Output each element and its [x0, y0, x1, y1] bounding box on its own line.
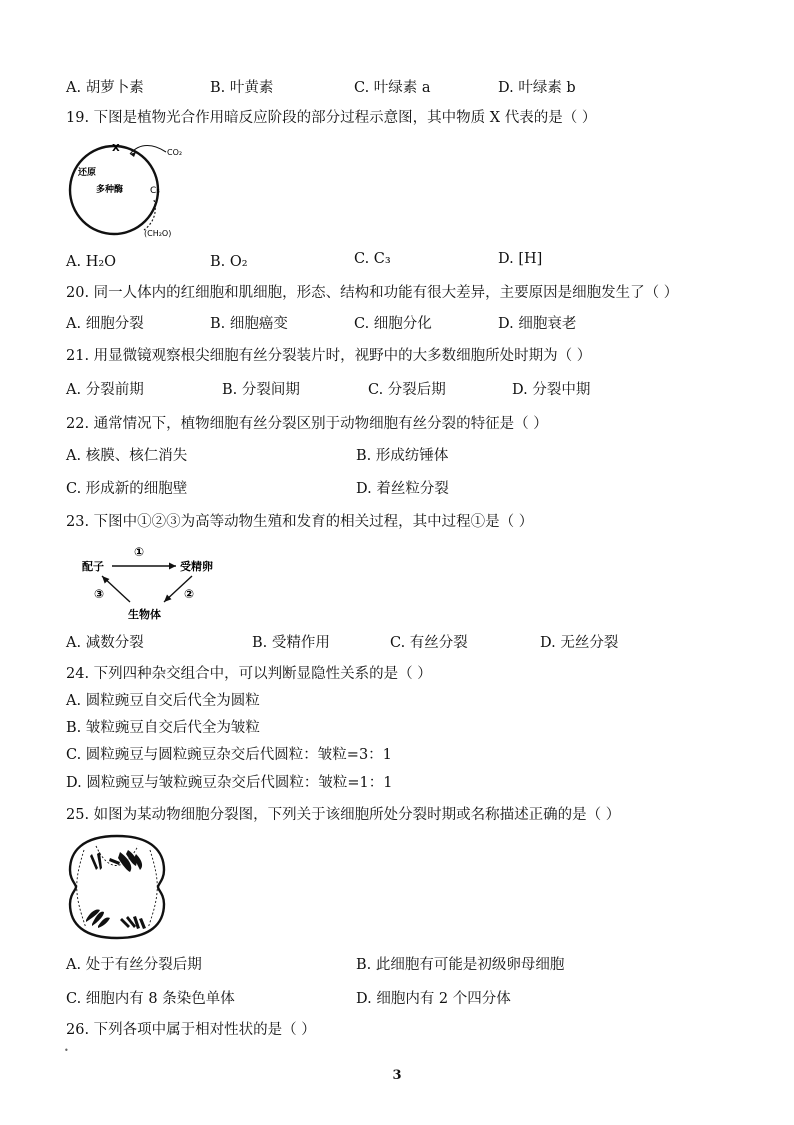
label-reduce: 还原	[78, 168, 97, 178]
chromosomes-upper	[90, 850, 142, 872]
chromosomes-lower	[86, 909, 146, 929]
q24-option-d: D. 圆粒豌豆与皱粒豌豆杂交后代圆粒：皱粒=1：1	[66, 775, 393, 791]
q22-stem: 22. 通常情况下，植物细胞有丝分裂区别于动物细胞有丝分裂的特征是（ ）	[66, 416, 548, 432]
q25-option-a: A. 处于有丝分裂后期	[66, 957, 202, 973]
label-p3: ③	[94, 587, 105, 601]
q21-stem: 21. 用显微镜观察根尖细胞有丝分裂装片时，视野中的大多数细胞所处时期为（ ）	[66, 348, 592, 364]
q22-option-a: A. 核膜、核仁消失	[66, 448, 188, 464]
q19-option-a: A. H₂O	[66, 254, 117, 270]
q24-option-c: C. 圆粒豌豆与圆粒豌豆杂交后代圆粒：皱粒=3：1	[66, 747, 392, 763]
q19-stem: 19. 下图是植物光合作用暗反应阶段的部分过程示意图，其中物质 X 代表的是（ ）	[66, 110, 597, 126]
label-enzymes: 多种酶	[96, 185, 124, 195]
q20-stem: 20. 同一人体内的红细胞和肌细胞，形态、结构和功能有很大差异，主要原因是细胞发生了（ ）	[66, 285, 679, 301]
q20-option-b: B. 细胞癌变	[210, 316, 288, 332]
q18-option-b: B. 叶黄素	[210, 80, 274, 96]
label-p1: ①	[134, 545, 145, 559]
q21-option-b: B. 分裂间期	[222, 382, 300, 398]
q24-option-a: A. 圆粒豌豆自交后代全为圆粒	[66, 693, 260, 709]
label-co2: CO₂	[167, 148, 183, 157]
q18-option-c: C. 叶绿素 a	[354, 80, 431, 96]
label-ch2o: (CH₂O)	[144, 229, 172, 238]
q26-stem: 26. 下列各项中属于相对性状的是（ ）	[66, 1022, 316, 1038]
q23-stem: 23. 下图中①②③为高等动物生殖和发育的相关过程，其中过程①是（ ）	[66, 514, 534, 530]
label-gamete: 配子	[82, 560, 104, 573]
q25-option-d: D. 细胞内有 2 个四分体	[356, 991, 511, 1007]
scan-speck: •	[64, 1046, 69, 1055]
label-organism: 生物体	[128, 608, 161, 621]
q24-stem: 24. 下列四种杂交组合中，可以判断显隐性关系的是（ ）	[66, 666, 432, 682]
q22-option-c: C. 形成新的细胞壁	[66, 481, 188, 497]
q19-calvin-cycle-diagram	[62, 138, 202, 242]
q23-option-c: C. 有丝分裂	[390, 635, 468, 651]
q21-option-d: D. 分裂中期	[512, 382, 591, 398]
q23-option-a: A. 减数分裂	[66, 635, 144, 651]
page-number: 3	[392, 1068, 402, 1083]
label-x: X	[112, 143, 120, 154]
cell-membrane	[70, 836, 164, 938]
q22-option-d: D. 着丝粒分裂	[356, 481, 449, 497]
q20-option-d: D. 细胞衰老	[498, 316, 577, 332]
q23-option-d: D. 无丝分裂	[540, 635, 619, 651]
q20-option-c: C. 细胞分化	[354, 316, 432, 332]
q23-option-b: B. 受精作用	[252, 635, 330, 651]
q22-option-b: B. 形成纺锤体	[356, 448, 449, 464]
q25-cell-division-diagram	[64, 832, 170, 942]
label-zygote: 受精卵	[180, 560, 213, 573]
q25-option-c: C. 细胞内有 8 条染色单体	[66, 991, 235, 1007]
q19-option-c: C. C₃	[354, 251, 391, 267]
q19-option-d: D. [H]	[498, 251, 543, 267]
q20-option-a: A. 细胞分裂	[66, 316, 144, 332]
q25-stem: 25. 如图为某动物细胞分裂图，下列关于该细胞所处分裂时期或名称描述正确的是（ ）	[66, 807, 621, 823]
q21-option-c: C. 分裂后期	[368, 382, 446, 398]
label-c5: C₅	[150, 186, 160, 196]
q24-option-b: B. 皱粒豌豆自交后代全为皱粒	[66, 720, 260, 736]
q18-option-a: A. 胡萝卜素	[66, 80, 144, 96]
label-p2: ②	[184, 587, 195, 601]
q25-option-b: B. 此细胞有可能是初级卵母细胞	[356, 957, 565, 973]
q18-option-d: D. 叶绿素 b	[498, 80, 576, 96]
q19-option-b: B. O₂	[210, 254, 248, 270]
q23-reproduction-diagram	[80, 540, 240, 624]
q21-option-a: A. 分裂前期	[66, 382, 144, 398]
